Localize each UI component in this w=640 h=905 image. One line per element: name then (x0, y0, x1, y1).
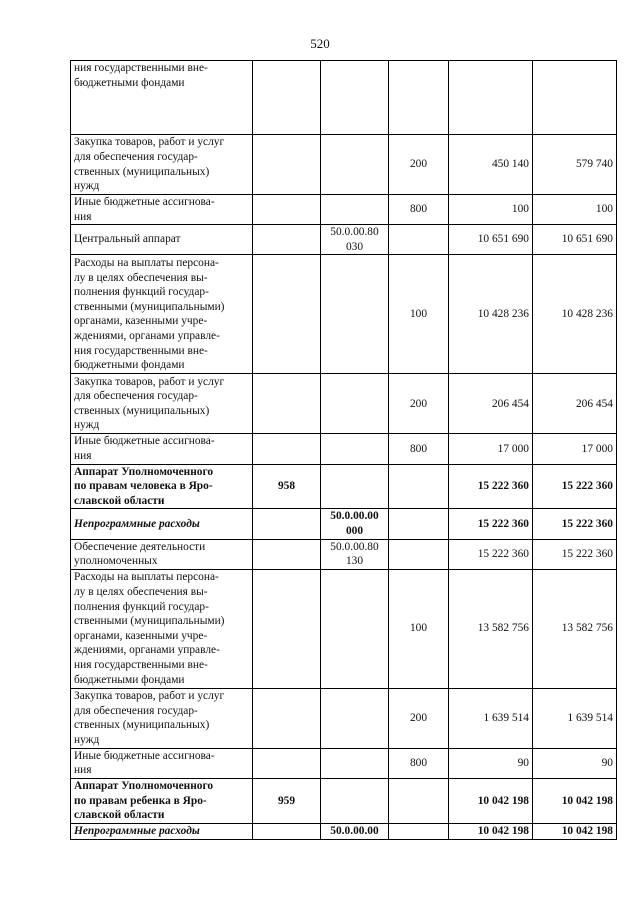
table-row (71, 374, 617, 434)
table-row (71, 778, 617, 823)
row-amount-year1-cell: 100 (449, 195, 533, 225)
table-row (71, 509, 617, 539)
row-target-article-cell: 50.0.00.80 030 (321, 225, 389, 255)
row-name-cell: Аппарат Уполномоченного по правам ребенка в Яро- славской области (71, 778, 253, 823)
table-row (71, 195, 617, 225)
row-expense-type-cell: 800 (389, 434, 449, 464)
row-target-article-cell (321, 688, 389, 748)
row-code-cell (253, 135, 321, 195)
table-row (71, 61, 617, 135)
row-expense-type-cell (389, 778, 449, 823)
row-name-cell: Закупка товаров, работ и услуг для обеспечения государ- ственных (муниципальных) нужд (71, 374, 253, 434)
row-name-cell: Иные бюджетные ассигнова- ния (71, 434, 253, 464)
table-row (71, 135, 617, 195)
row-expense-type-cell: 200 (389, 135, 449, 195)
row-amount-year1-cell: 450 140 (449, 135, 533, 195)
row-name-cell: Закупка товаров, работ и услуг для обеспечения государ- ственных (муниципальных) нужд (71, 135, 253, 195)
row-target-article-cell (321, 255, 389, 374)
row-amount-year2-cell: 15 222 360 (533, 539, 617, 569)
row-name-cell: ния государственными вне- бюджетными фондами (71, 61, 253, 135)
row-target-article-cell (321, 464, 389, 509)
row-code-cell (253, 748, 321, 778)
row-expense-type-cell (389, 509, 449, 539)
row-target-article-cell (321, 195, 389, 225)
row-code-cell (253, 195, 321, 225)
row-name-cell: Иные бюджетные ассигнова- ния (71, 748, 253, 778)
row-target-article-cell: 50.0.00.80 130 (321, 539, 389, 569)
row-target-article-cell: 50.0.00.00 (321, 823, 389, 839)
row-target-article-cell: 50.0.00.00 000 (321, 509, 389, 539)
table-row (71, 688, 617, 748)
row-code-cell: 958 (253, 464, 321, 509)
row-amount-year2-cell: 1 639 514 (533, 688, 617, 748)
row-amount-year2-cell: 17 000 (533, 434, 617, 464)
row-name-cell: Расходы на выплаты персона- лу в целях обеспечения вы- полнения функций государ- ственными (муниципальными) органами, казенными учре- ждениями, органами управле- ния государственными вне- бюджетными фондами (71, 255, 253, 374)
row-amount-year1-cell: 13 582 756 (449, 569, 533, 688)
row-amount-year2-cell: 15 222 360 (533, 464, 617, 509)
row-expense-type-cell: 800 (389, 748, 449, 778)
row-amount-year1-cell: 10 428 236 (449, 255, 533, 374)
row-code-cell: 959 (253, 778, 321, 823)
row-expense-type-cell: 200 (389, 374, 449, 434)
row-code-cell (253, 539, 321, 569)
row-code-cell (253, 688, 321, 748)
row-amount-year2-cell: 10 428 236 (533, 255, 617, 374)
row-target-article-cell (321, 135, 389, 195)
row-code-cell (253, 255, 321, 374)
table-row (71, 225, 617, 255)
row-amount-year1-cell: 90 (449, 748, 533, 778)
row-expense-type-cell: 200 (389, 688, 449, 748)
row-amount-year1-cell: 10 042 198 (449, 823, 533, 839)
row-expense-type-cell (389, 61, 449, 135)
row-amount-year2-cell: 10 651 690 (533, 225, 617, 255)
row-amount-year2-cell: 100 (533, 195, 617, 225)
row-name-cell: Расходы на выплаты персона- лу в целях обеспечения вы- полнения функций государ- ственными (муниципальными) органами, казенными учре- ждениями, органами управле- ния государственными вне- бюджетными фондами (71, 569, 253, 688)
row-amount-year2-cell: 15 222 360 (533, 509, 617, 539)
row-amount-year1-cell: 15 222 360 (449, 539, 533, 569)
row-amount-year2-cell: 13 582 756 (533, 569, 617, 688)
row-amount-year1-cell: 1 639 514 (449, 688, 533, 748)
table-row (71, 434, 617, 464)
table-row (71, 748, 617, 778)
table-row (71, 569, 617, 688)
row-expense-type-cell: 100 (389, 255, 449, 374)
page-number: 520 (310, 36, 330, 51)
row-amount-year2-cell: 90 (533, 748, 617, 778)
table-row (71, 464, 617, 509)
budget-table (70, 60, 617, 840)
row-name-cell: Непрограммные расходы (71, 509, 253, 539)
table-row (71, 255, 617, 374)
row-code-cell (253, 61, 321, 135)
row-amount-year1-cell: 17 000 (449, 434, 533, 464)
row-code-cell (253, 823, 321, 839)
row-code-cell (253, 434, 321, 464)
row-expense-type-cell: 100 (389, 569, 449, 688)
row-amount-year1-cell: 206 454 (449, 374, 533, 434)
row-code-cell (253, 569, 321, 688)
row-name-cell: Центральный аппарат (71, 225, 253, 255)
table-row (71, 539, 617, 569)
row-name-cell: Обеспечение деятельности уполномоченных (71, 539, 253, 569)
row-expense-type-cell (389, 539, 449, 569)
row-amount-year1-cell: 10 042 198 (449, 778, 533, 823)
row-code-cell (253, 374, 321, 434)
table-row (71, 823, 617, 839)
row-amount-year1-cell: 15 222 360 (449, 509, 533, 539)
row-name-cell: Закупка товаров, работ и услуг для обеспечения государ- ственных (муниципальных) нужд (71, 688, 253, 748)
row-amount-year2-cell: 10 042 198 (533, 778, 617, 823)
row-expense-type-cell: 800 (389, 195, 449, 225)
row-amount-year2-cell: 206 454 (533, 374, 617, 434)
row-code-cell (253, 225, 321, 255)
row-name-cell: Непрограммные расходы (71, 823, 253, 839)
row-target-article-cell (321, 434, 389, 464)
row-target-article-cell (321, 778, 389, 823)
row-amount-year2-cell (533, 61, 617, 135)
row-amount-year1-cell: 15 222 360 (449, 464, 533, 509)
row-target-article-cell (321, 748, 389, 778)
row-amount-year1-cell (449, 61, 533, 135)
row-target-article-cell (321, 569, 389, 688)
row-amount-year1-cell: 10 651 690 (449, 225, 533, 255)
row-name-cell: Иные бюджетные ассигнова- ния (71, 195, 253, 225)
row-amount-year2-cell: 10 042 198 (533, 823, 617, 839)
row-target-article-cell (321, 61, 389, 135)
row-target-article-cell (321, 374, 389, 434)
row-expense-type-cell (389, 225, 449, 255)
row-code-cell (253, 509, 321, 539)
row-name-cell: Аппарат Уполномоченного по правам человека в Яро- славской области (71, 464, 253, 509)
row-expense-type-cell (389, 464, 449, 509)
row-amount-year2-cell: 579 740 (533, 135, 617, 195)
row-expense-type-cell (389, 823, 449, 839)
budget-table-body (71, 61, 617, 840)
